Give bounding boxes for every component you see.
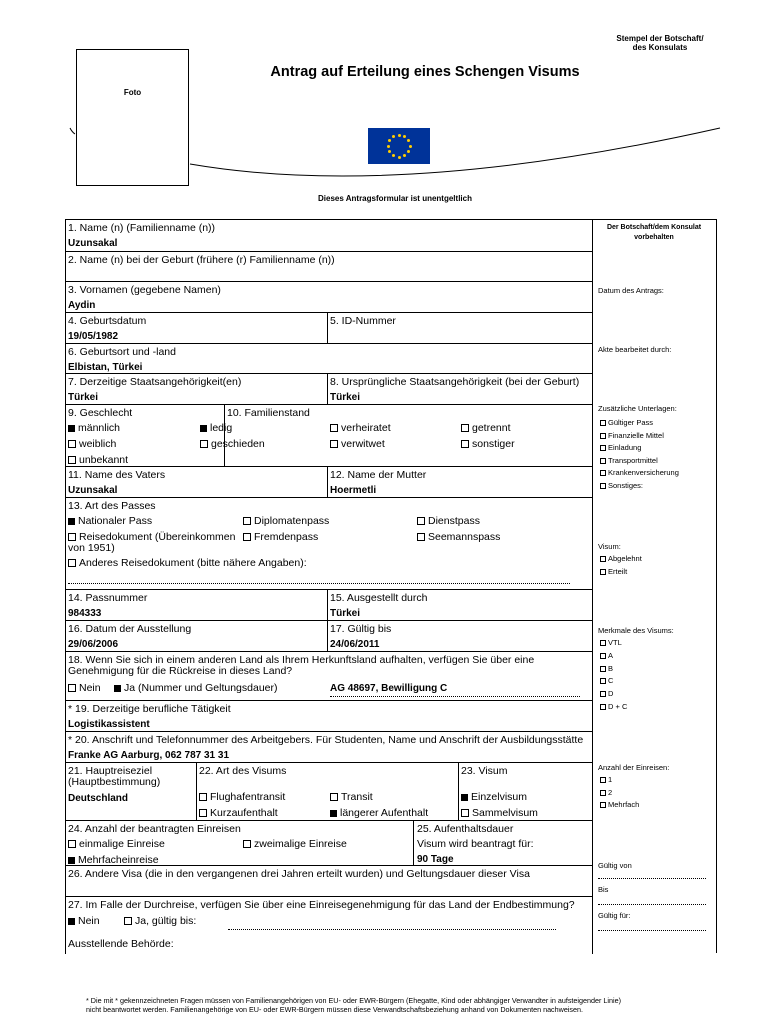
stamp-label: Stempel der Botschaft/ des Konsulats: [616, 34, 704, 52]
checked-box-icon: [114, 685, 121, 692]
status-widowed-option[interactable]: verwitwet: [330, 438, 385, 450]
checkbox-icon: [461, 424, 469, 432]
field-21-label-1: 21. Hauptreiseziel: [68, 765, 153, 777]
field-16-value[interactable]: 29/06/2006: [68, 639, 119, 650]
field-6-value[interactable]: Elbistan, Türkei: [68, 362, 143, 373]
checkbox-icon: [600, 790, 606, 796]
sidebar-processed-label: Akte bearbeitet durch:: [598, 345, 672, 354]
sex-female-option[interactable]: weiblich: [68, 438, 116, 450]
eu-star-icon: [388, 139, 391, 142]
field-4-value[interactable]: 19/05/1982: [68, 331, 119, 342]
eu-star-icon: [388, 150, 391, 153]
field-26-label: 26. Andere Visa (die in den vergangenen drei Jahren erteilt wurden) und Geltungsdauer dieser Visa: [68, 868, 530, 880]
field-12-value[interactable]: Hoermetli: [330, 485, 377, 496]
checkbox-icon: [417, 517, 425, 525]
passport-service-option[interactable]: Dienstpass: [417, 515, 480, 527]
field-17-value[interactable]: 24/06/2011: [330, 639, 380, 650]
sidebar-title-1: Der Botschaft/dem Konsulat: [606, 224, 702, 231]
field-25-label: 25. Aufenthaltsdauer: [417, 823, 514, 835]
sidebar-visa-item[interactable]: Erteilt: [600, 566, 642, 579]
sidebar-visa-list: [600, 553, 642, 578]
footnote-line-1: * Die mit * gekennzeichneten Fragen müssen von Familienangehörigen von EU- oder EWR-Bürgern (Ehegatte, Kind oder abhängiger Verwandter in aufsteigender Linie): [86, 996, 621, 1005]
field-14-label: 14. Passnummer: [68, 592, 148, 604]
visa-transit-option[interactable]: Transit: [330, 791, 373, 803]
passport-other-line[interactable]: [68, 583, 570, 584]
sidebar-doc-item[interactable]: Transportmittel: [600, 455, 679, 468]
checkbox-icon: [600, 569, 606, 575]
passport-travel-doc-option[interactable]: Reisedokument (Übereinkommen: [68, 531, 235, 543]
field-7-value[interactable]: Türkei: [68, 392, 99, 403]
transit-permit-no-option[interactable]: Nein: [68, 915, 100, 927]
field-17-label: 17. Gültig bis: [330, 623, 392, 635]
checkbox-icon: [600, 556, 606, 562]
sidebar-entry-item[interactable]: Mehrfach: [600, 799, 639, 812]
sidebar-feature-item[interactable]: C: [600, 675, 627, 688]
entries-single-option[interactable]: einmalige Einreise: [68, 838, 165, 850]
eu-flag: [368, 128, 430, 164]
return-permit-yes-option[interactable]: Ja (Nummer und Geltungsdauer): [114, 682, 278, 694]
checkbox-icon: [243, 533, 251, 541]
checked-box-icon: [68, 518, 75, 525]
sidebar-visa-label: Visum:: [598, 542, 621, 551]
status-single-option[interactable]: ledig: [200, 422, 232, 434]
sidebar-feature-item[interactable]: D: [600, 688, 627, 701]
sidebar-to-line[interactable]: [598, 904, 706, 905]
sidebar-visa-item[interactable]: Abgelehnt: [600, 553, 642, 566]
visa-long-stay-option[interactable]: längerer Aufenthalt: [330, 807, 428, 819]
checkbox-icon: [600, 483, 606, 489]
field-8-value[interactable]: Türkei: [330, 392, 361, 403]
field-4-label: 4. Geburtsdatum: [68, 315, 147, 327]
footnote-line-2: nicht beantwortet werden. Familienangehörige von EU- oder EWR-Bürgern müssen diese Verwandtschaftsbeziehung anhand von Dokumenten nachweisen.: [86, 1005, 584, 1014]
checkbox-icon: [600, 470, 606, 476]
checkbox-icon: [417, 533, 425, 541]
field-18-label-2: Genehmigung für die Rückreise in dieses Land?: [68, 665, 293, 677]
sidebar-feature-item[interactable]: D + C: [600, 701, 627, 714]
entries-double-option[interactable]: zweimalige Einreise: [243, 838, 347, 850]
passport-alien-option[interactable]: Fremdenpass: [243, 531, 318, 543]
field-21-label-2: (Hauptbestimmung): [68, 776, 161, 788]
field-23-label: 23. Visum: [461, 765, 508, 777]
checkbox-icon: [68, 456, 76, 464]
field-14-value[interactable]: 984333: [68, 608, 102, 619]
checkbox-icon: [68, 440, 76, 448]
sidebar-valid-from-line[interactable]: [598, 878, 706, 879]
eu-star-icon: [407, 139, 410, 142]
visa-short-stay-option[interactable]: Kurzaufenthalt: [199, 807, 278, 819]
passport-diplomatic-option[interactable]: Diplomatenpass: [243, 515, 329, 527]
checkbox-icon: [68, 533, 76, 541]
checked-box-icon: [200, 425, 207, 432]
eu-star-icon: [407, 150, 410, 153]
sidebar-valid-from-label: Gültig von: [598, 861, 632, 870]
field-27-label: 27. Im Falle der Durchreise, verfügen Sie über eine Einreisegenehmigung für das Land der Endbestimmung?: [68, 899, 575, 911]
checkbox-icon: [600, 653, 606, 659]
header-arc: [0, 0, 768, 200]
eu-star-icon: [398, 134, 401, 137]
passport-national-option[interactable]: Nationaler Pass: [68, 515, 152, 527]
sidebar-doc-item[interactable]: Krankenversicherung: [600, 467, 679, 480]
entries-multiple-option[interactable]: Mehrfacheinreise: [68, 854, 159, 866]
checked-box-icon: [68, 857, 75, 864]
arc-main: [190, 128, 720, 176]
eu-star-icon: [392, 154, 395, 157]
free-notice: Dieses Antragsformular ist unentgeltlich: [318, 194, 472, 203]
sidebar-entry-item[interactable]: 1: [600, 774, 639, 787]
sidebar-valid-for-line[interactable]: [598, 930, 706, 931]
field-25-value[interactable]: 90 Tage: [417, 854, 454, 865]
checkbox-icon: [600, 433, 606, 439]
sidebar-entry-item[interactable]: 2: [600, 787, 639, 800]
field-19-value[interactable]: Logistikassistent: [68, 719, 150, 730]
eu-star-icon: [392, 135, 395, 138]
checked-box-icon: [461, 794, 468, 801]
status-other-option[interactable]: sonstiger: [461, 438, 515, 450]
field-9-label: 9. Geschlecht: [68, 407, 133, 419]
eu-star-icon: [398, 156, 401, 159]
field-22-label: 22. Art des Visums: [199, 765, 287, 777]
field-16-label: 16. Datum der Ausstellung: [68, 623, 192, 635]
visa-single-option[interactable]: Einzelvisum: [461, 791, 527, 803]
sidebar-features-label: Merkmale des Visums:: [598, 626, 674, 635]
checkbox-icon: [461, 440, 469, 448]
field-3-label: 3. Vornamen (gegebene Namen): [68, 284, 221, 296]
checked-box-icon: [68, 918, 75, 925]
transit-permit-yes-option[interactable]: Ja, gültig bis:: [124, 915, 196, 927]
field-25-sublabel: Visum wird beantragt für:: [417, 838, 534, 850]
field-24-label: 24. Anzahl der beantragten Einreisen: [68, 823, 241, 835]
field-18-value[interactable]: AG 48697, Bewilligung C: [330, 683, 448, 694]
photo-label: Foto: [123, 88, 142, 97]
arc-left: [70, 128, 75, 134]
sidebar-doc-item[interactable]: Finanzielle Mittel: [600, 430, 679, 443]
sidebar-doc-item[interactable]: Sonstiges:: [600, 480, 679, 493]
sidebar-docs-label: Zusätzliche Unterlagen:: [598, 404, 677, 413]
checkbox-icon: [330, 440, 338, 448]
field-20-value[interactable]: Franke AG Aarburg, 062 787 31 31: [68, 750, 230, 761]
field-1-label: 1. Name (n) (Familienname (n)): [68, 222, 216, 234]
checkbox-icon: [600, 640, 606, 646]
sex-male-option[interactable]: männlich: [68, 422, 120, 434]
field-7-label: 7. Derzeitige Staatsangehörigkeit(en): [68, 376, 242, 388]
status-separated-option[interactable]: getrennt: [461, 422, 511, 434]
field-5-label: 5. ID-Nummer: [330, 315, 396, 327]
field-1-value[interactable]: Uzunsakal: [68, 238, 118, 249]
checkbox-icon: [243, 517, 251, 525]
sidebar-feature-item[interactable]: A: [600, 650, 627, 663]
checkbox-icon: [600, 704, 606, 710]
sidebar-entries-label: Anzahl der Einreisen:: [598, 763, 670, 772]
checkbox-icon: [600, 802, 606, 808]
checkbox-icon: [330, 793, 338, 801]
checkbox-icon: [199, 809, 207, 817]
sex-unknown-option[interactable]: unbekannt: [68, 454, 128, 466]
checkbox-icon: [600, 678, 606, 684]
field-15-value[interactable]: Türkei: [330, 608, 361, 619]
transit-permit-date-line[interactable]: [228, 929, 556, 930]
field-11-value[interactable]: Uzunsakal: [68, 485, 118, 496]
eu-star-icon: [387, 145, 390, 148]
eu-star-icon: [403, 135, 406, 138]
sidebar-doc-item[interactable]: Einladung: [600, 442, 679, 455]
field-21-value[interactable]: Deutschland: [68, 793, 129, 804]
passport-other-option[interactable]: Anderes Reisedokument (bitte nähere Angaben):: [68, 557, 307, 569]
checkbox-icon: [600, 691, 606, 697]
checkbox-icon: [243, 840, 251, 848]
checkbox-icon: [68, 559, 76, 567]
sidebar-feature-item[interactable]: VTL: [600, 637, 627, 650]
eu-star-icon: [409, 145, 412, 148]
passport-travel-doc-suffix: von 1951): [68, 542, 115, 554]
sidebar-title-2: vorbehalten: [634, 234, 674, 241]
checkbox-icon: [600, 458, 606, 464]
checkbox-icon: [461, 809, 469, 817]
sidebar-doc-item[interactable]: Gültiger Pass: [600, 417, 679, 430]
sidebar-to-label: Bis: [598, 885, 609, 894]
status-married-option[interactable]: verheiratet: [330, 422, 391, 434]
checkbox-icon: [600, 445, 606, 451]
sidebar-date-label: Datum des Antrags:: [598, 286, 664, 295]
sidebar-feature-item[interactable]: B: [600, 663, 627, 676]
field-8-label: 8. Ursprüngliche Staatsangehörigkeit (bei der Geburt): [330, 376, 580, 388]
field-18-label-1: 18. Wenn Sie sich in einem anderen Land als Ihrem Herkunftsland aufhalten, verfügen Sie über eine: [68, 654, 535, 666]
field-3-value[interactable]: Aydin: [68, 300, 96, 311]
checkbox-icon: [124, 917, 132, 925]
checkbox-icon: [199, 793, 207, 801]
return-permit-no-option[interactable]: Nein: [68, 682, 101, 694]
sidebar-features-list: [600, 637, 627, 714]
field-19-label: * 19. Derzeitige berufliche Tätigkeit: [68, 703, 231, 715]
visa-airport-transit-option[interactable]: Flughafentransit: [199, 791, 285, 803]
field-27-authority-label: Ausstellende Behörde:: [68, 938, 174, 950]
field-6-label: 6. Geburtsort und -land: [68, 346, 176, 358]
checkbox-icon: [330, 424, 338, 432]
checkbox-icon: [68, 684, 76, 692]
status-divorced-option[interactable]: geschieden: [200, 438, 265, 450]
passport-seaman-option[interactable]: Seemannspass: [417, 531, 500, 543]
checkbox-icon: [600, 666, 606, 672]
checkbox-icon: [68, 840, 76, 848]
field-10-label: 10. Familienstand: [227, 407, 310, 419]
field-20-label: * 20. Anschrift und Telefonnummer des Arbeitgebers. Für Studenten, Name und Anschrift der Ausbildungsstätte: [68, 734, 584, 746]
field-2-label: 2. Name (n) bei der Geburt (frühere (r) Familienname (n)): [68, 254, 335, 266]
checkbox-icon: [600, 420, 606, 426]
sidebar-docs-list: [600, 417, 679, 492]
checked-box-icon: [68, 425, 75, 432]
checkbox-icon: [600, 777, 606, 783]
field-11-label: 11. Name des Vaters: [68, 469, 166, 481]
field-13-label: 13. Art des Passes: [68, 500, 156, 512]
sidebar-valid-for-label: Gültig für:: [598, 911, 631, 920]
visa-group-option[interactable]: Sammelvisum: [461, 807, 538, 819]
checkbox-icon: [200, 440, 208, 448]
checked-box-icon: [330, 810, 337, 817]
field-15-label: 15. Ausgestellt durch: [330, 592, 428, 604]
sidebar-entries-list: [600, 774, 639, 812]
eu-star-icon: [403, 154, 406, 157]
page-title: Antrag auf Erteilung eines Schengen Visums: [270, 64, 580, 80]
field-12-label: 12. Name der Mutter: [330, 469, 427, 481]
